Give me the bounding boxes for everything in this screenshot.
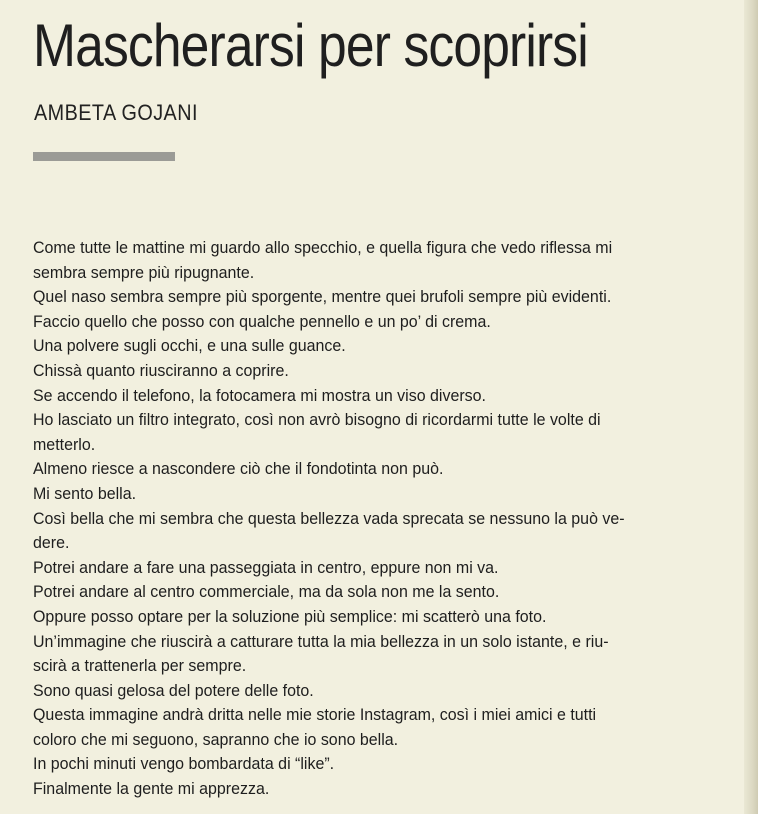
article-body bbox=[33, 236, 741, 802]
text-line: Quel naso sembra sempre più sporgente, mentre quei brufoli sempre più evidenti. bbox=[33, 287, 612, 307]
text-line: coloro che mi seguono, sapranno che io sono bella. bbox=[33, 729, 399, 749]
text-line: Ho lasciato un filtro integrato, così non avrò bisogno di ricordarmi tutte le volte di bbox=[33, 410, 601, 430]
text-line: dere. bbox=[33, 533, 70, 553]
text-line: Chissà quanto riusciranno a coprire. bbox=[33, 360, 289, 380]
text-line: metterlo. bbox=[33, 434, 96, 454]
text-line: Sono quasi gelosa del potere delle foto. bbox=[33, 680, 314, 700]
text-line: Almeno riesce a nascondere ciò che il fondotinta non può. bbox=[33, 459, 444, 479]
page-edge bbox=[744, 0, 758, 814]
text-line: In pochi minuti vengo bombardata di “like”. bbox=[33, 754, 335, 774]
decorative-rule bbox=[33, 152, 175, 161]
text-line: Se accendo il telefono, la fotocamera mi mostra un viso diverso. bbox=[33, 385, 486, 405]
text-line: Finalmente la gente mi apprezza. bbox=[33, 779, 270, 799]
text-line: sembra sempre più ripugnante. bbox=[33, 262, 255, 282]
text-line: scirà a trattenerla per sempre. bbox=[33, 656, 247, 676]
text-line: Così bella che mi sembra che questa bellezza vada sprecata se nessuno la può ve- bbox=[33, 508, 625, 528]
text-line: Una polvere sugli occhi, e una sulle guance. bbox=[33, 336, 346, 356]
text-line: Mi sento bella. bbox=[33, 483, 137, 503]
article-title: Mascherarsi per scoprirsi bbox=[33, 12, 588, 79]
text-line: Faccio quello che posso con qualche pennello e un po’ di crema. bbox=[33, 311, 491, 331]
text-line: Un’immagine che riuscirà a catturare tutta la mia bellezza in un solo istante, e riu- bbox=[33, 631, 609, 651]
text-line: Questa immagine andrà dritta nelle mie storie Instagram, così i miei amici e tutti bbox=[33, 705, 597, 725]
article-author: AMBETA GOJANI bbox=[34, 100, 198, 125]
text-line: Potrei andare a fare una passeggiata in centro, eppure non mi va. bbox=[33, 557, 499, 577]
text-line: Come tutte le mattine mi guardo allo specchio, e quella figura che vedo riflessa mi bbox=[33, 238, 613, 257]
text-line: Potrei andare al centro commerciale, ma da sola non me la sento. bbox=[33, 582, 500, 602]
text-line: Oppure posso optare per la soluzione più semplice: mi scatterò una foto. bbox=[33, 606, 547, 626]
